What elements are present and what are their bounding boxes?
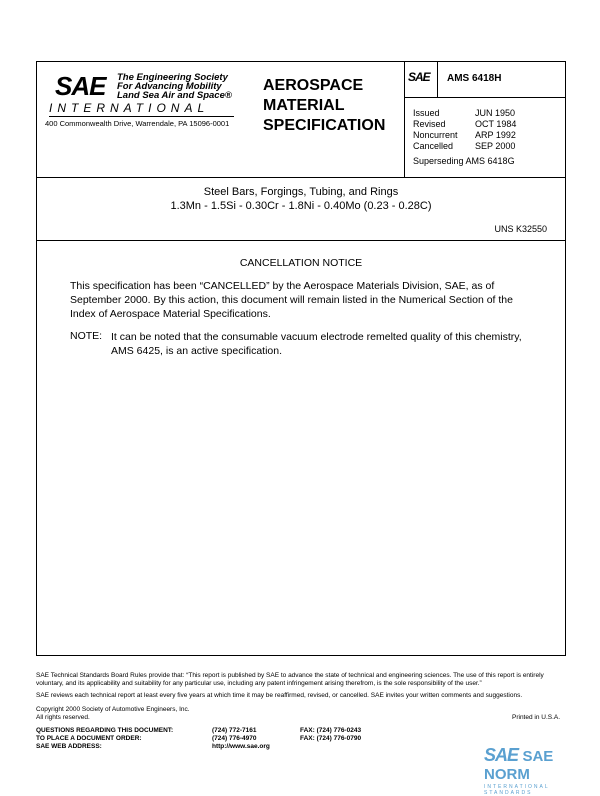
uns-number: UNS K32550 xyxy=(494,224,547,234)
footer-rules: SAE Technical Standards Board Rules provide that: “This report is published by SAE to advance the state of technical and engineering sciences. The use of this report is entirely voluntary, and its applicability and suitability for any particular use, including any patent infringement arising therefrom, is the sole responsibility of the user.” xyxy=(36,672,544,687)
contact-phones: (724) 772-7161 (724) 776-4970 http://www.sae.org xyxy=(212,727,270,750)
spec-frame xyxy=(36,61,566,656)
small-logo-box xyxy=(404,62,438,98)
date-row: Revised OCT 1984 xyxy=(413,119,517,129)
web-address-link[interactable]: http://www.sae.org xyxy=(212,743,270,750)
date-row: Noncurrent ARP 1992 xyxy=(413,130,516,140)
international-wordmark: INTERNATIONAL xyxy=(49,101,234,117)
printed-in: Printed in U.S.A. xyxy=(512,714,561,721)
sae-logo: SAE xyxy=(55,71,106,101)
address: 400 Commonwealth Drive, Warrendale, PA 15096-0001 xyxy=(45,119,230,128)
date-row: Cancelled SEP 2000 xyxy=(413,141,516,151)
contact-labels: QUESTIONS REGARDING THIS DOCUMENT: TO PLACE A DOCUMENT ORDER: SAE WEB ADDRESS: xyxy=(36,727,174,750)
rights: All rights reserved. xyxy=(36,714,90,721)
sae-norm-watermark: SAE SAE NORM INTERNATIONAL STANDARDS xyxy=(484,745,554,796)
document-title: AEROSPACE MATERIAL SPECIFICATION xyxy=(263,77,386,134)
contact-faxes: FAX: (724) 776-0243 FAX: (724) 776-0790 xyxy=(300,727,362,742)
notice-heading: CANCELLATION NOTICE xyxy=(239,257,363,269)
date-history xyxy=(413,108,516,152)
ams-number-box xyxy=(438,62,565,98)
society-tagline: The Engineering Society For Advancing Mobility Land Sea Air and Space® xyxy=(117,72,232,101)
subject-block xyxy=(37,177,565,241)
footer-review: SAE reviews each technical report at least every five years at which time it may be reaffirmed, revised, or cancelled. SAE invites your written comments and suggestions. xyxy=(36,692,523,699)
sae-small-logo: SAE xyxy=(408,70,430,84)
cancellation-paragraph: This specification has been “CANCELLED” by the Aerospace Materials Division, SAE, as of September 2000. By this action, this document will remain listed in the Numerical Section of the Index of Aerospace Material Specifications. xyxy=(70,280,513,320)
superseding: Superseding AMS 6418G xyxy=(413,156,515,166)
copyright: Copyright 2000 Society of Automotive Engineers, Inc. xyxy=(36,706,190,713)
note-label: NOTE: xyxy=(70,330,103,342)
note-text: It can be noted that the consumable vacuum electrode remelted quality of this chemistry, AMS 6425, is an active specification. xyxy=(111,331,522,357)
header-block xyxy=(37,62,565,178)
ams-number: AMS 6418H xyxy=(447,73,502,84)
date-row: Issued JUN 1950 xyxy=(413,108,516,118)
subject-title: Steel Bars, Forgings, Tubing, and Rings 1.3Mn - 1.5Si - 0.30Cr - 1.8Ni - 0.40Mo (0.23 - 0.28C) xyxy=(170,186,432,212)
